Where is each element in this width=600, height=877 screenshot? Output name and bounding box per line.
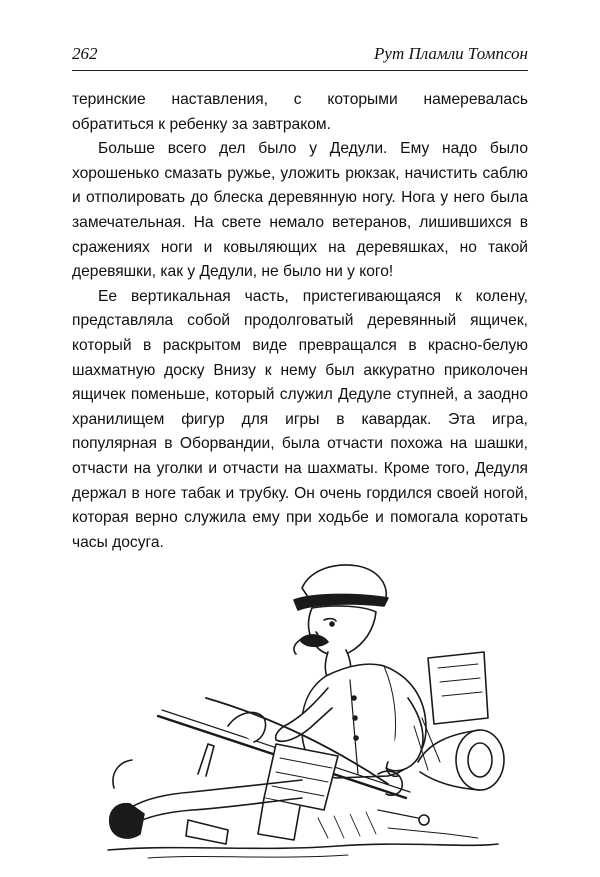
running-head [72, 44, 528, 68]
body-text [72, 88, 528, 555]
paragraph: Ее вертикальная часть, пристегивающаяся к колену, представляла собой продолговатый деревянный ящичек, который в раскрытом виде превращался в красно-белую шахматную доску Внизу к нему был аккуратно приколочен ящичек поменьше, который служил Дедуле ступней, а заодно хранилищем фигур для игры в кавардак. Эта игра, популярная в Оборвандии, была отчасти похожа на шашки, отчасти на уголки и отчасти на шахматы. Кроме того, Дедуля держал в ноге табак и трубку. Он очень гордился своей ногой, которая верно служила ему при ходьбе и помогала коротать часы досуга. [72, 287, 528, 551]
paragraph: Больше всего дел было у Дедули. Ему надо было хорошенько смазать ружье, уложить рюкзак, начистить саблю и отполировать до блеска деревянную ногу. Нога у него была замечательная. На свете немало ветеранов, лишившихся в сражениях ноги и ковыляющих на деревяшках, но такой деревяшки, как у Дедули, не было ни у кого! [72, 140, 528, 281]
header-rule [72, 70, 528, 71]
paragraph-continued: теринские наставления, с которыми намеревалась обратиться к ребенку за завтраком. [72, 91, 528, 133]
illustration-grandpa-sitting [88, 548, 508, 866]
book-title-header: Рут Пламли Томпсон [374, 44, 528, 63]
page-number: 262 [72, 44, 98, 63]
